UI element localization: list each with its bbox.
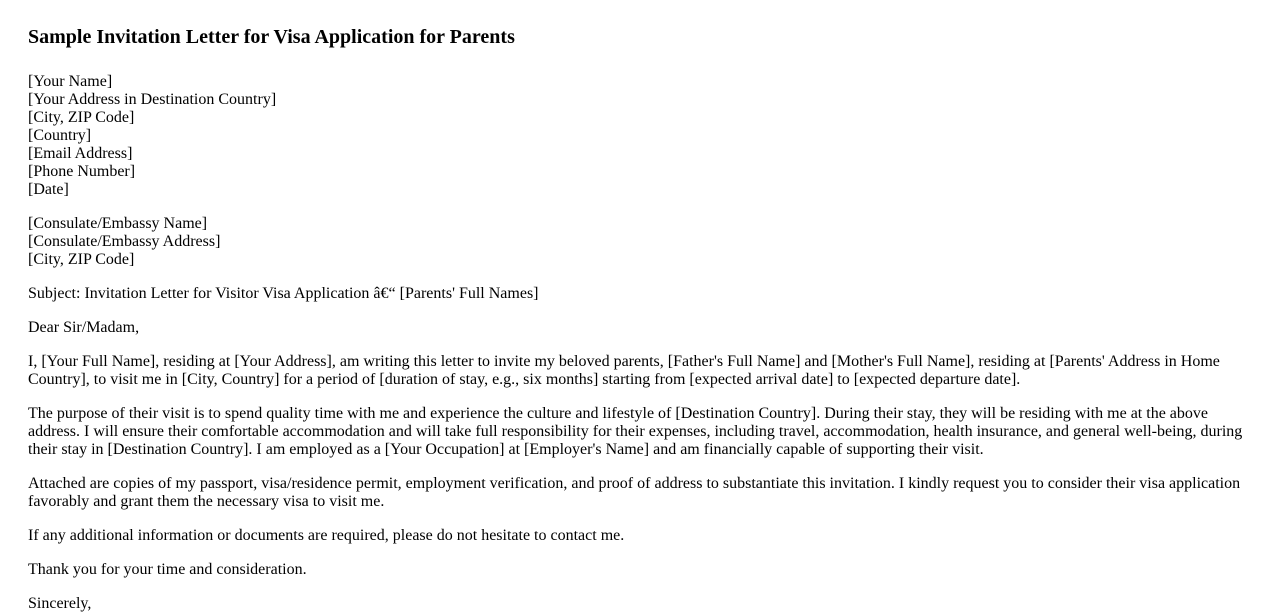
signoff-line: Sincerely,	[28, 595, 92, 612]
sender-date-line: [Date]	[28, 181, 69, 198]
sender-email-line: [Email Address]	[28, 145, 133, 162]
sender-address-block	[28, 73, 1244, 199]
recipient-name-line: [Consulate/Embassy Name]	[28, 215, 208, 232]
recipient-address-block	[28, 215, 1244, 269]
subject-line: Subject: Invitation Letter for Visitor Visa Application â€“ [Parents' Full Names]	[28, 285, 539, 302]
sender-city-zip-line: [City, ZIP Code]	[28, 109, 135, 126]
document-title: Sample Invitation Letter for Visa Application for Parents	[28, 26, 515, 48]
body-paragraph-3: Attached are copies of my passport, visa/residence permit, employment verification, and proof of address to substantiate this invitation. I kindly request you to consider their visa application favorably and grant them the necessary visa to visit me.	[28, 475, 1241, 510]
salutation: Dear Sir/Madam,	[28, 319, 140, 336]
body-paragraph-1: I, [Your Full Name], residing at [Your Address], am writing this letter to invite my beloved parents, [Father's Full Name] and [Mother's Full Name], residing at [Parents' Address in Home Country], to visit me in [City, Country] for a period of [duration of stay, e.g., six months] starting from [expected arrival date] to [expected departure date].	[28, 353, 1220, 388]
recipient-address-line: [Consulate/Embassy Address]	[28, 233, 221, 250]
sender-address-line: [Your Address in Destination Country]	[28, 91, 277, 108]
sender-phone-line: [Phone Number]	[28, 163, 136, 180]
body-paragraph-4: If any additional information or documents are required, please do not hesitate to contact me.	[28, 527, 625, 544]
body-paragraph-2: The purpose of their visit is to spend quality time with me and experience the culture and lifestyle of [Destination Country]. During their stay, they will be residing with me at the above address. I will ensure their comfortable accommodation and will take full responsibility for their expenses, including travel, accommodation, health insurance, and general well-being, during their stay in [Destination Country]. I am employed as a [Your Occupation] at [Employer's Name] and am financially capable of supporting their visit.	[28, 405, 1243, 458]
closing-thanks-line: Thank you for your time and consideration.	[28, 561, 307, 578]
sender-name-line: [Your Name]	[28, 73, 113, 90]
sender-country-line: [Country]	[28, 127, 92, 144]
recipient-city-zip-line: [City, ZIP Code]	[28, 251, 135, 268]
